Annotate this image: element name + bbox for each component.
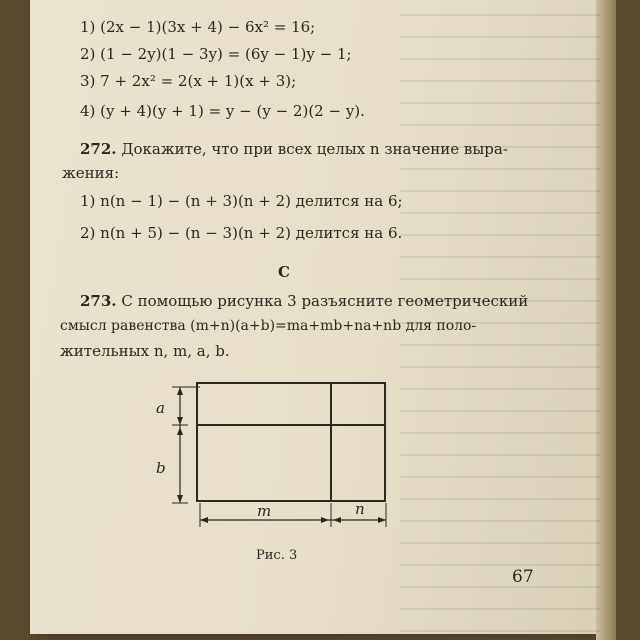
page-number: 67 <box>512 567 534 587</box>
arrow-a-top <box>177 387 183 395</box>
section-label: С <box>278 263 290 281</box>
arrow-b-bottom <box>177 495 183 503</box>
arrow-a-bottom <box>177 417 183 425</box>
figure-rectangle-diagram <box>150 375 410 540</box>
label-b: b <box>156 459 166 477</box>
ex272-line-1 <box>80 140 508 158</box>
ex272-item-2: 2) n(n + 5) − (n − 3)(n + 2) делится на 6. <box>80 224 403 242</box>
outer-rectangle <box>197 383 385 501</box>
ex273-line-1 <box>80 292 528 310</box>
page-edge <box>596 0 616 640</box>
ex271-item-4: 4) (y + 4)(y + 1) = y − (y − 2)(2 − y). <box>80 102 365 120</box>
arrow-m-right <box>321 517 329 523</box>
ex273-text-3: жительных n, m, a, b. <box>60 342 230 360</box>
label-a: a <box>156 399 165 417</box>
ex271-item-1: 1) (2x − 1)(3x + 4) − 6x² = 16; <box>80 18 316 36</box>
arrow-m-left <box>200 517 208 523</box>
arrow-n-right <box>378 517 386 523</box>
arrow-b-top <box>177 427 183 435</box>
ex272-text-1: Докажите, что при всех целых n значение выра- <box>121 140 508 158</box>
arrow-n-left <box>333 517 341 523</box>
ex272-text-2: жения: <box>62 164 120 182</box>
label-n: n <box>355 500 365 518</box>
ex271-item-3: 3) 7 + 2x² = 2(x + 1)(x + 3); <box>80 72 297 90</box>
ex273-text-1: С помощью рисунка 3 разъясните геометрический <box>121 292 529 310</box>
ex273-number: 273. <box>80 292 117 310</box>
ex271-item-2: 2) (1 − 2y)(1 − 3y) = (6y − 1)y − 1; <box>80 45 352 63</box>
ex272-item-1: 1) n(n − 1) − (n + 3)(n + 2) делится на 6; <box>80 192 403 210</box>
ex272-number: 272. <box>80 140 117 158</box>
figure-caption: Рис. 3 <box>256 548 298 563</box>
ex273-text-2: смысл равенства (m+n)(a+b)=ma+mb+na+nb для поло- <box>60 318 477 334</box>
label-m: m <box>257 502 272 520</box>
